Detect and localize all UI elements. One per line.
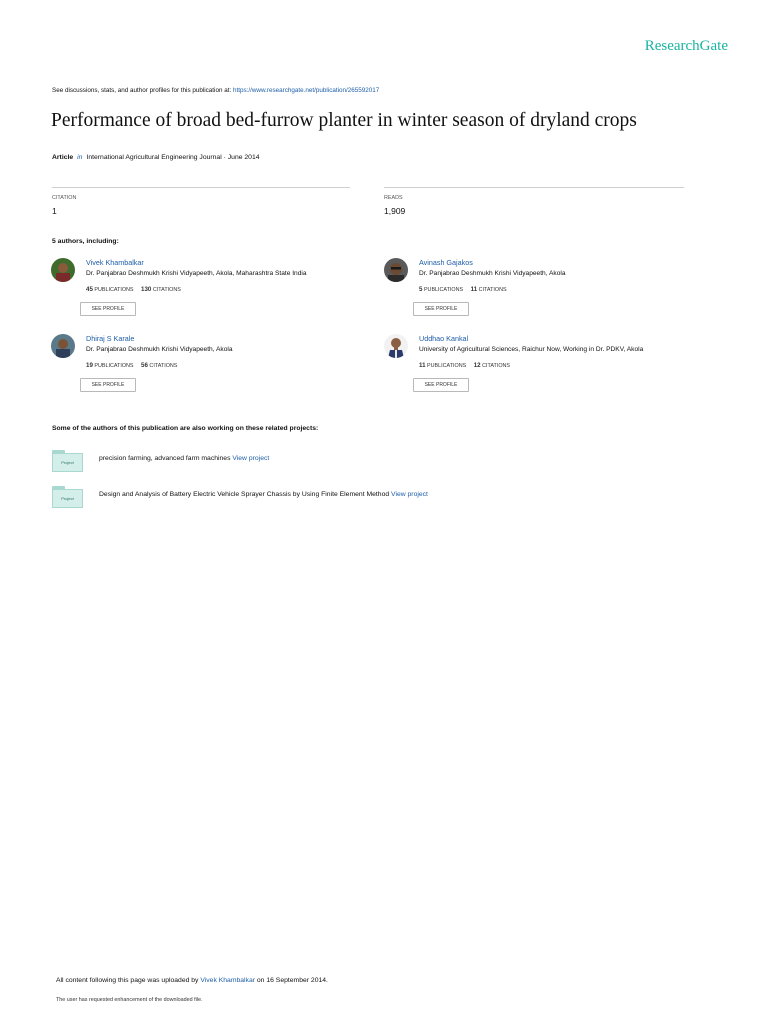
project-folder-icon[interactable] <box>52 450 83 472</box>
author-affiliation: Dr. Panjabrao Deshmukh Krishi Vidyapeeth, Akola <box>419 270 566 277</box>
citations-label: CITATIONS <box>152 287 181 293</box>
journal-name: International Agricultural Engineering Journal · June 2014 <box>86 154 260 161</box>
publications-count: 45 <box>86 286 93 293</box>
project-folder-icon[interactable] <box>52 486 83 508</box>
upload-prefix: All content following this page was uploaded by <box>56 977 199 984</box>
see-profile-button[interactable]: SEE PROFILE <box>413 302 469 316</box>
projects-heading: Some of the authors of this publication are also working on these related projects: <box>52 425 319 432</box>
publications-count: 19 <box>86 362 93 369</box>
publication-meta <box>52 154 260 161</box>
avatar[interactable] <box>51 258 75 282</box>
author-affiliation: University of Agricultural Sciences, Raichur Now, Working in Dr. PDKV, Akola <box>419 346 644 353</box>
upload-notice <box>56 977 328 984</box>
citations-label: CITATIONS <box>149 363 178 369</box>
citation-count: 1 <box>52 206 57 216</box>
author-card <box>51 258 381 318</box>
author-name[interactable]: Uddhao Kankal <box>419 334 469 343</box>
folder-label: Project <box>52 453 83 472</box>
citations-count: 12 <box>473 362 481 369</box>
see-profile-button[interactable]: SEE PROFILE <box>80 378 136 392</box>
publications-label: PUBLICATIONS <box>427 363 467 369</box>
publications-count: 5 <box>419 286 423 293</box>
publications-count: 11 <box>419 362 426 369</box>
view-project-link[interactable]: View project <box>391 491 428 498</box>
citations-label: CITATIONS <box>482 363 511 369</box>
view-project-link[interactable]: View project <box>232 455 270 462</box>
author-stats <box>86 286 181 293</box>
citations-count: 11 <box>470 286 478 293</box>
publications-label: PUBLICATIONS <box>423 287 464 293</box>
author-stats <box>419 286 507 293</box>
citations-count: 130 <box>141 286 152 293</box>
project-description <box>99 455 269 462</box>
author-affiliation: Dr. Panjabrao Deshmukh Krishi Vidyapeeth, Akola, Maharashtra State India <box>86 270 307 277</box>
reads-count: 1,909 <box>384 206 406 216</box>
project-description <box>99 491 428 498</box>
author-card <box>51 334 381 394</box>
author-name[interactable]: Vivek Khambalkar <box>86 258 144 267</box>
publication-title: Performance of broad bed-furrow planter in winter season of dryland crops <box>51 110 637 131</box>
author-name[interactable]: Avinash Gajakos <box>419 258 473 267</box>
see-profile-button[interactable]: SEE PROFILE <box>413 378 469 392</box>
citations-label: CITATIONS <box>478 287 507 293</box>
publications-label: PUBLICATIONS <box>94 363 134 369</box>
uploader-link[interactable]: Vivek Khambalkar <box>200 977 255 984</box>
folder-label: Project <box>52 489 83 508</box>
author-stats <box>419 362 510 369</box>
author-card <box>384 334 714 394</box>
project-title: precision farming, advanced farm machines <box>99 455 231 462</box>
avatar[interactable] <box>384 334 408 358</box>
upload-suffix: on 16 September 2014. <box>256 977 328 984</box>
discussions-line <box>52 87 379 94</box>
article-type: Article <box>52 154 74 161</box>
publication-link[interactable]: https://www.researchgate.net/publication/265592017 <box>232 87 380 94</box>
authors-heading: 5 authors, including: <box>52 238 119 245</box>
avatar[interactable] <box>51 334 75 358</box>
in-label: in <box>77 154 83 161</box>
citations-count: 56 <box>141 362 148 369</box>
project-item <box>52 450 652 472</box>
avatar[interactable] <box>384 258 408 282</box>
author-card <box>384 258 714 318</box>
discussions-prefix: See discussions, stats, and author profiles for this publication at: <box>52 87 232 94</box>
see-profile-button[interactable]: SEE PROFILE <box>80 302 136 316</box>
project-item <box>52 486 652 508</box>
publications-label: PUBLICATIONS <box>94 287 134 293</box>
enhancement-notice: The user has requested enhancement of the downloaded file. <box>56 997 203 1003</box>
reads-label: READS <box>384 195 403 201</box>
author-name[interactable]: Dhiraj S Karale <box>86 334 135 343</box>
citation-label: CITATION <box>52 195 77 201</box>
author-affiliation: Dr. Panjabrao Deshmukh Krishi Vidyapeeth, Akola <box>86 346 233 353</box>
citation-divider <box>52 187 350 188</box>
author-stats <box>86 362 177 369</box>
project-title: Design and Analysis of Battery Electric Vehicle Sprayer Chassis by Using Finite Element Method <box>99 491 390 498</box>
researchgate-logo[interactable]: ResearchGate <box>644 38 728 54</box>
reads-divider <box>384 187 684 188</box>
